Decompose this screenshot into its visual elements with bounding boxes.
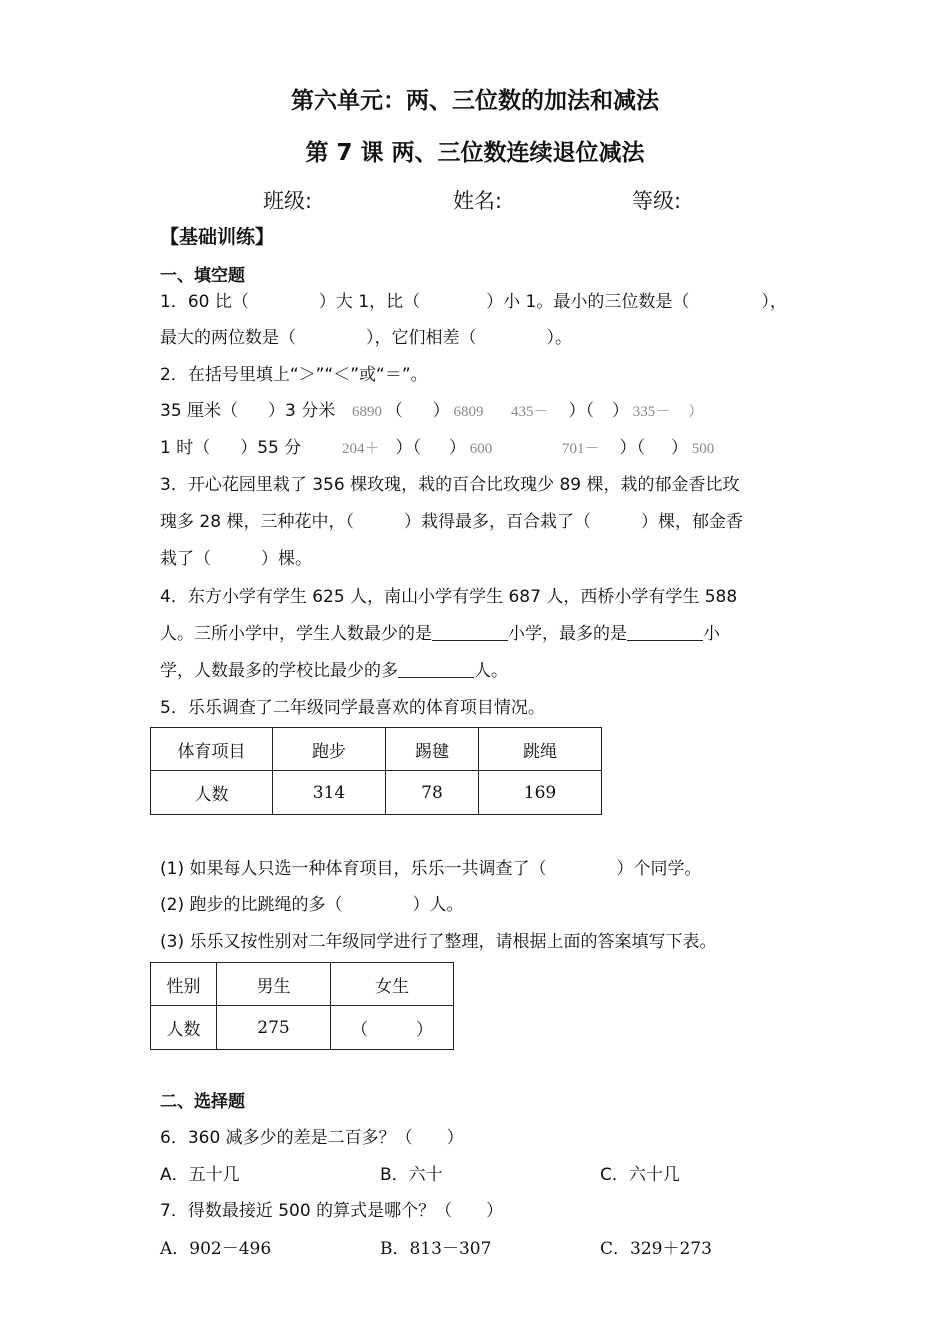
q2-r1-b4: 6809 [453, 404, 484, 420]
table-cell: 169 [479, 771, 602, 815]
table-header: 男生 [217, 963, 331, 1006]
q4-text-a: 人。三所小学中，学生人数最少的是 [160, 624, 432, 644]
q1-text-a: 1．60 比（ [160, 292, 249, 312]
q2-r1-c5: ） [688, 404, 704, 420]
q3-text-e: ）棵。 [261, 549, 312, 569]
q2-r1-a1: 35 厘米（ [160, 401, 239, 421]
q2-r1-c3: ） [612, 401, 630, 420]
q2-r2-a1: 1 时（ [160, 438, 211, 458]
q2-r1-b1: 6890 [352, 404, 382, 420]
q1-text-g: ）。 [546, 328, 572, 348]
q3-text-d: 栽了（ [160, 549, 211, 569]
q4-line3 [160, 656, 508, 681]
part1-heading: 一、填空题 [160, 266, 245, 286]
q5-text: 5．乐乐调查了二年级同学最喜欢的体育项目情况。 [160, 698, 545, 718]
q4-text-e: 人。 [474, 661, 508, 681]
q4-blank-1[interactable] [432, 623, 508, 641]
q3-text-a: 瑰多 28 棵，三种花中，（ [160, 512, 354, 532]
table-row-label: 人数 [151, 771, 273, 815]
q2-r2-c [562, 433, 714, 458]
q7-option-c[interactable]: C．329＋273 [600, 1239, 712, 1259]
gender-table [150, 962, 454, 1050]
part2-heading: 二、选择题 [160, 1092, 245, 1112]
table-header: 性别 [151, 963, 217, 1006]
q2-r2-b1: 204＋ [342, 441, 380, 457]
q2-r2-c2: ）（ [619, 438, 646, 457]
q5-sub1-b: ）个同学。 [616, 859, 702, 879]
q2-r2-c1: 701－ [562, 441, 600, 457]
q2-r2-b4: 600 [469, 441, 493, 457]
q1-text-d: ）， [761, 292, 787, 312]
q2-r1-c4: 335－ [632, 404, 671, 420]
q2-r2-a [160, 433, 301, 458]
q7-option-a[interactable]: A．902－496 [160, 1239, 272, 1259]
q2-r2-a2: ）55 分 [240, 438, 302, 458]
q3-text-c: ）棵，郁金香 [640, 512, 743, 532]
q3-line3 [160, 544, 312, 569]
name-label: 姓名: [453, 189, 503, 213]
class-label: 班级: [263, 189, 313, 213]
table-row-label: 人数 [151, 1006, 217, 1050]
table-header: 跳绳 [479, 728, 602, 771]
table-header: 女生 [331, 963, 454, 1006]
grade-label: 等级: [632, 189, 682, 213]
sports-table [150, 727, 602, 815]
q7-text: 7．得数最接近 500 的算式是哪个？（ ） [160, 1201, 504, 1221]
paren-close: ） [416, 1020, 433, 1040]
table-header: 体育项目 [151, 728, 273, 771]
table-header: 踢毽 [386, 728, 479, 771]
q1-text-b: ）大 1，比（ [318, 292, 421, 312]
section-basic: 【基础训练】 [160, 226, 275, 248]
q1-text-c: ）小 1。最小的三位数是（ [486, 292, 690, 312]
q3-line1: 3．开心花园里栽了 356 棵玫瑰，栽的百合比玫瑰少 89 棵，栽的郁金香比玫 [160, 475, 740, 495]
q4-line2 [160, 619, 720, 644]
q7-option-b[interactable]: B．813－307 [380, 1239, 492, 1259]
q2-r2-c3: ） [671, 438, 689, 457]
q3-line2 [160, 507, 743, 532]
q1-text-f: ），它们相差（ [366, 328, 477, 348]
q2-r1-a [160, 396, 335, 421]
paren-open: （ [351, 1020, 368, 1040]
unit-title: 第六单元：两、三位数的加法和减法 [291, 88, 659, 114]
table-header: 跑步 [273, 728, 386, 771]
q4-text-b: 小学，最多的是 [508, 624, 627, 644]
table-cell: 78 [386, 771, 479, 815]
q2-r2-b3: ） [449, 438, 467, 457]
q6-text: 6．360 减多少的差是二百多？（ ） [160, 1128, 464, 1148]
q4-blank-3[interactable] [398, 660, 474, 678]
q5-sub1 [160, 854, 701, 879]
q5-sub1-a: (1) 如果每人只选一种体育项目，乐乐一共调查了（ [160, 859, 547, 879]
q1-line2 [160, 323, 572, 348]
table-cell: 314 [273, 771, 386, 815]
q4-blank-2[interactable] [627, 623, 703, 641]
q2-r1-c1: 435－ [511, 404, 549, 420]
q2-r1-c [511, 396, 703, 421]
q4-text-c: 小 [703, 624, 720, 644]
q6-option-a[interactable]: A．五十几 [160, 1165, 240, 1185]
q2-r2-b [342, 433, 492, 458]
q4-text-d: 学，人数最多的学校比最少的多 [160, 661, 398, 681]
q6-option-b[interactable]: B．六十 [380, 1165, 443, 1185]
girls-answer-cell[interactable] [331, 1006, 454, 1050]
q5-sub2 [160, 890, 463, 915]
q2-r1-b2: （ [385, 401, 403, 420]
q3-text-b: ）栽得最多，百合栽了（ [403, 512, 591, 532]
q2-r2-b2: ）（ [395, 438, 422, 457]
q2-r1-c2: ）（ [568, 401, 595, 420]
table-cell: 275 [217, 1006, 331, 1050]
q2-r1-b3: ） [432, 401, 450, 420]
q2-r1-a2: ）3 分米 [268, 401, 336, 421]
q4-line1: 4．东方小学有学生 625 人，南山小学有学生 687 人，西桥小学有学生 588 [160, 587, 738, 607]
q1-line1 [160, 287, 787, 312]
q6-option-c[interactable]: C．六十几 [600, 1165, 680, 1185]
q2-r1-b [352, 396, 484, 421]
q5-sub2-b: ）人。 [412, 895, 464, 915]
q5-sub3: (3) 乐乐又按性别对二年级同学进行了整理，请根据上面的答案填写下表。 [160, 932, 717, 952]
lesson-title: 第 7 课 两、三位数连续退位减法 [305, 140, 645, 166]
q1-text-e: 最大的两位数是（ [160, 328, 296, 348]
q2-text: 2．在括号里填上“＞”“＜”或“＝”。 [160, 365, 428, 385]
q5-sub2-a: (2) 跑步的比跳绳的多（ [160, 895, 343, 915]
q2-r2-c4: 500 [691, 441, 715, 457]
